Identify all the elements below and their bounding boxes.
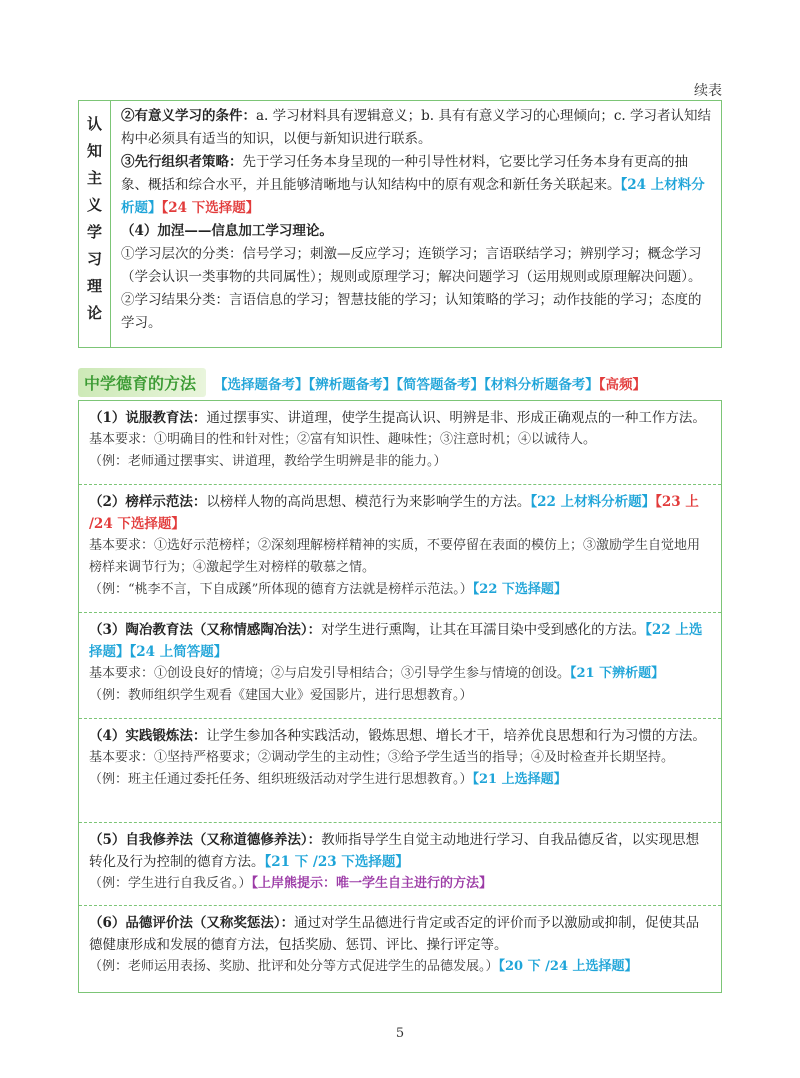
- method-box: [79, 485, 721, 613]
- theory-side-label: 认知主义学习理论: [85, 116, 103, 332]
- method-example: （例：老师通过摆事实、讲道理，教给学生明辨是非的能力。）: [89, 454, 447, 469]
- method-definition: 教师指导学生自觉主动地进行学习、自我品德反省，以实现思想转化及行为控制的德育方法。: [89, 832, 700, 870]
- method-requirements: 基本要求：①坚持严格要求；②调动学生的主动性；③给予学生适当的指导；④及时检查并长期坚持。: [89, 750, 675, 765]
- advance-organizer-text: 先于学习任务本身呈现的一种引导性材料，它要比学习任务本身有更高的抽象、概括和综合水平，并且能够清晰地与认知结构中的原有观念和新任务关联起来。: [121, 154, 688, 193]
- section-tags-blue: 【选择题备考】【辨析题备考】【简答题备考】【材料分析题备考】: [214, 376, 599, 393]
- exam-tag: 【23 上 /24 下选择题】: [89, 494, 699, 532]
- method-name: （1）说服教育法：: [89, 410, 207, 426]
- example-text: （例：老师运用表扬、奖励、批评和处分等方式促进学生的品德发展。）: [89, 959, 499, 974]
- method-name: （3）陶冶教育法（又称情感陶冶法）：: [89, 622, 322, 638]
- exam-tag: 【22 下选择题】: [472, 582, 567, 597]
- method-box: [79, 401, 721, 485]
- moral-education-methods: [78, 400, 722, 993]
- method-box: [79, 823, 721, 906]
- section-tag-red: 【高频】: [598, 376, 647, 393]
- continuation-label: 续表: [694, 83, 722, 99]
- method-example: [89, 769, 711, 791]
- method-definition: 让学生参加各种实践活动，锻炼思想、增长才干，培养优良思想和行为习惯的方法。: [206, 728, 706, 744]
- exam-tag: 【22 上选择题】【24 上简答题】: [89, 622, 703, 660]
- meaningful-learning-conditions: [121, 105, 713, 151]
- exam-tag: 【24 上材料分析题】: [121, 177, 705, 216]
- conditions-heading: ②有意义学习的条件：: [121, 108, 256, 124]
- exam-tag: 【21 上选择题】: [472, 772, 567, 787]
- requirements-text: 基本要求：①创设良好的情境；②与启发引导相结合；③引导学生参与情境的创设。: [89, 666, 571, 681]
- method-definition: 通过摆事实、讲道理，使学生提高认识、明辨是非、形成正确观点的一种工作方法。: [206, 410, 706, 426]
- page-number: 5: [395, 1026, 405, 1041]
- theory-side-cell: [79, 101, 111, 347]
- method-box: [79, 613, 721, 719]
- method-name: （4）实践锻炼法：: [89, 728, 207, 744]
- method-example: [89, 956, 711, 978]
- method-title: [89, 829, 711, 873]
- method-name: （2）榜样示范法：: [89, 494, 207, 510]
- method-title: [89, 912, 711, 956]
- tip-tag: 【上岸熊提示：唯一学生自主进行的方法】: [251, 876, 493, 891]
- section-header: [78, 368, 646, 397]
- exam-tag: 【20 下 /24 上选择题】: [498, 959, 638, 974]
- exam-tag: 【22 上材料分析题】: [530, 494, 656, 510]
- advance-organizer-heading: ③先行组织者策略：: [121, 154, 243, 170]
- method-example: [89, 873, 711, 895]
- advance-organizer: [121, 151, 713, 220]
- section-title: 中学德育的方法: [78, 368, 206, 397]
- method-box: [79, 719, 721, 823]
- theory-content: [111, 101, 721, 347]
- method-box: [79, 906, 721, 983]
- section-tags: [214, 373, 646, 393]
- method-title: [89, 407, 711, 429]
- example-text: （例：“桃李不言，下自成蹊”所体现的德育方法就是榜样示范法。）: [89, 582, 473, 597]
- method-definition: 以榜样人物的高尚思想、模范行为来影响学生的方法。: [206, 494, 531, 510]
- learning-levels: ①学习层次的分类：信号学习；刺激—反应学习；连锁学习；言语联结学习；辨别学习；概念学习（学会认识一类事物的共同属性）；规则或原理学习；解决问题学习（运用规则或原理解决问题）。: [121, 246, 702, 285]
- method-example: （例：教师组织学生观看《建国大业》爱国影片，进行思想教育。）: [89, 688, 473, 703]
- gagne-heading: （4）加涅——信息加工学习理论。: [121, 223, 333, 239]
- exam-tag: 【21 下 /23 下选择题】: [264, 854, 409, 870]
- method-name: （5）自我修养法（又称道德修养法）：: [89, 832, 322, 848]
- method-title: [89, 619, 711, 663]
- method-requirements: 基本要求：①明确目的性和针对性；②富有知识性、趣味性；③注意时机；④以诚待人。: [89, 432, 597, 447]
- example-text: （例：班主任通过委托任务、组织班级活动对学生进行思想教育。）: [89, 772, 473, 787]
- method-name: （6）品德评价法（又称奖惩法）：: [89, 915, 295, 931]
- method-title: [89, 725, 711, 747]
- conditions-text: a. 学习材料具有逻辑意义；b. 具有有意义学习的心理倾向；c. 学习者认知结构中必须具有适当的知识，以便与新知识进行联系。: [121, 108, 711, 147]
- exam-tag: 【24 下选择题】: [161, 200, 260, 216]
- method-definition: 通过对学生品德进行肯定或否定的评价而予以激励或抑制，促使其品德健康形成和发展的德育方法，包括奖励、惩罚、评比、操行评定等。: [89, 915, 700, 953]
- method-requirements: [89, 663, 711, 685]
- method-example: [89, 579, 711, 601]
- method-requirements: 基本要求：①选好示范榜样；②深刻理解榜样精神的实质，不要停留在表面的模仿上；③激励学生自觉地用榜样来调节行为；④激起学生对榜样的敬慕之情。: [89, 538, 701, 575]
- method-definition: 对学生进行熏陶，让其在耳濡目染中受到感化的方法。: [321, 622, 646, 638]
- method-title: [89, 491, 711, 535]
- exam-tag: 【21 下辨析题】: [570, 666, 665, 681]
- learning-outcomes: ②学习结果分类：言语信息的学习；智慧技能的学习；认知策略的学习；动作技能的学习；态度的学习。: [121, 292, 702, 331]
- theory-table: [78, 100, 722, 348]
- example-text: （例：学生进行自我反省。）: [89, 876, 252, 891]
